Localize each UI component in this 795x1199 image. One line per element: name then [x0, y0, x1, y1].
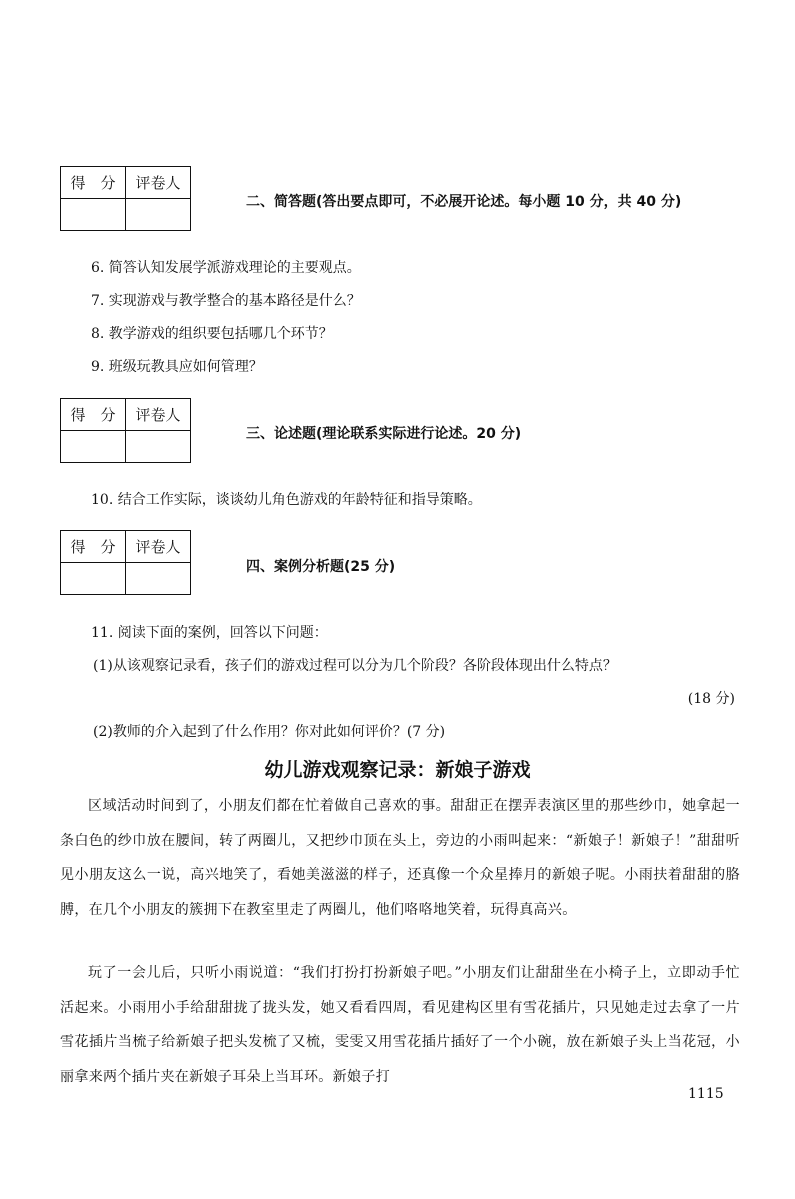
- question-11-sub2: (2)教师的介入起到了什么作用？你对此如何评价？(7 分): [93, 724, 446, 740]
- score-cell: [61, 563, 126, 595]
- case-title: 幼儿游戏观察记录：新娘子游戏: [264, 759, 531, 781]
- score-table-section4: [60, 530, 191, 595]
- score-table-section2: [60, 166, 191, 231]
- case-paragraph-1: 区域活动时间到了，小朋友们都在忙着做自己喜欢的事。甜甜正在摆弄表演区里的那些纱巾，她拿起一条白色的纱巾放在腰间，转了两圈儿，又把纱巾顶在头上，旁边的小雨叫起来：“新娘子！新娘子！”甜甜听见小朋友这么一说，高兴地笑了，看她美滋滋的样子，还真像一个众星捧月的新娘子呢。小雨扶着甜甜的胳膊，在几个小朋友的簇拥下在教室里走了两圈儿，他们咯咯地笑着，玩得真高兴。: [60, 798, 740, 918]
- question-7: 7. 实现游戏与教学整合的基本路径是什么？: [91, 293, 361, 309]
- score-cell: [61, 431, 126, 463]
- question-9: 9. 班级玩教具应如何管理？: [91, 359, 263, 375]
- question-10: 10. 结合工作实际，谈谈幼儿角色游戏的年龄特征和指导策略。: [91, 492, 482, 508]
- question-11-intro: 11. 阅读下面的案例，回答以下问题：: [91, 625, 328, 641]
- question-11-sub1: (1)从该观察记录看，孩子们的游戏过程可以分为几个阶段？各阶段体现出什么特点？: [93, 658, 617, 674]
- page-number: 1115: [688, 1086, 724, 1102]
- score-label: 得 分: [61, 399, 126, 431]
- grader-cell: [126, 431, 191, 463]
- question-6: 6. 简答认知发展学派游戏理论的主要观点。: [91, 260, 361, 276]
- section2-heading: 二、简答题(答出要点即可，不必展开论述。每小题 10 分，共 40 分): [246, 194, 682, 210]
- case-paragraph-2: 玩了一会儿后，只听小雨说道：“我们打扮打扮新娘子吧。”小朋友们让甜甜坐在小椅子上，立即动手忙活起来。小雨用小手给甜甜拢了拢头发，她又看看四周，看见建构区里有雪花插片，只见她走过去拿了一片雪花插片当梳子给新娘子把头发梳了又梳，雯雯又用雪花插片插好了一个小碗，放在新娘子头上当花冠，小丽拿来两个插片夹在新娘子耳朵上当耳环。新娘子打: [60, 965, 740, 1085]
- section3-heading: 三、论述题(理论联系实际进行论述。20 分): [246, 426, 522, 442]
- score-table-section3: [60, 398, 191, 463]
- grader-label: 评卷人: [126, 531, 191, 563]
- grader-cell: [126, 563, 191, 595]
- question-8: 8. 教学游戏的组织要包括哪几个环节？: [91, 326, 333, 342]
- question-11-sub1-score: (18 分): [687, 691, 735, 707]
- score-label: 得 分: [61, 531, 126, 563]
- grader-label: 评卷人: [126, 167, 191, 199]
- grader-label: 评卷人: [126, 399, 191, 431]
- score-cell: [61, 199, 126, 231]
- grader-cell: [126, 199, 191, 231]
- score-label: 得 分: [61, 167, 126, 199]
- section4-heading: 四、案例分析题(25 分): [246, 559, 396, 575]
